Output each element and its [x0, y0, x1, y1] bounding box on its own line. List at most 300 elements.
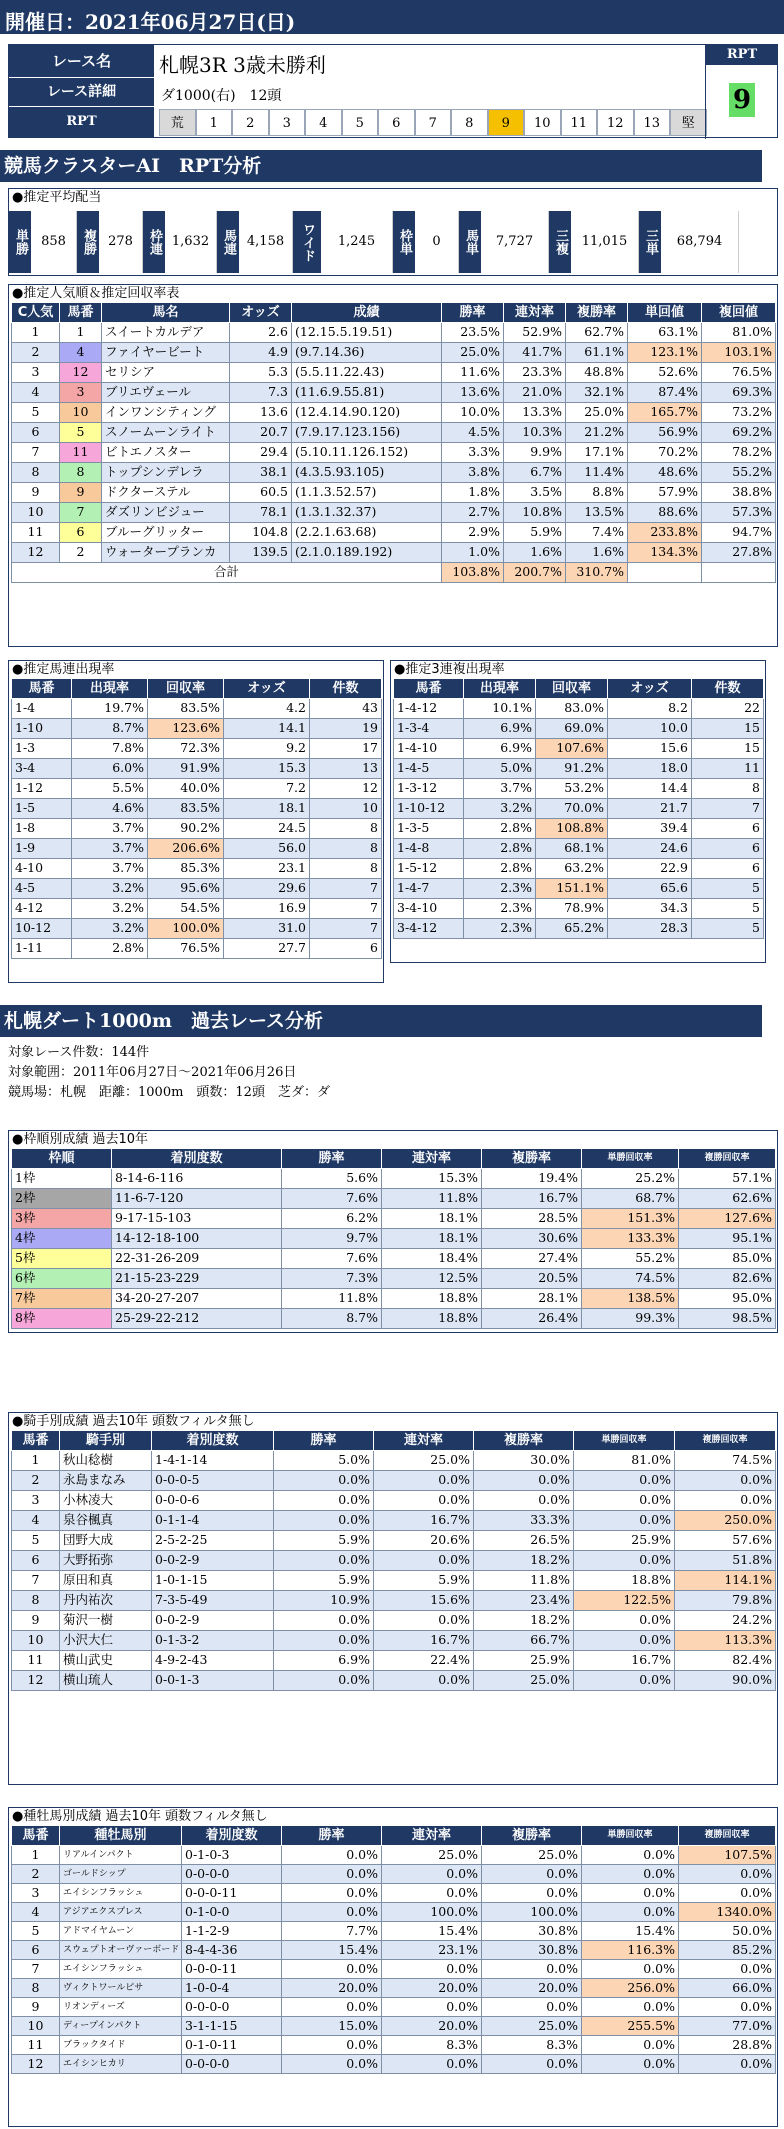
table-cell: 0.0% — [679, 2055, 776, 2074]
table-cell: リアルインパクト — [60, 1846, 182, 1865]
table-cell: 8枠 — [12, 1309, 112, 1329]
table-cell: 12 — [60, 363, 102, 383]
column-header: オッズ — [608, 679, 692, 699]
table-cell: 2.8% — [72, 939, 148, 959]
column-header: 回収率 — [148, 679, 224, 699]
table-cell: 丹内祐次 — [60, 1591, 152, 1611]
table-row — [394, 739, 764, 759]
table-cell: 1-4-10 — [394, 739, 464, 759]
table-row — [12, 859, 382, 879]
table-cell: 8.8% — [566, 483, 628, 503]
payout-label: 複勝 — [77, 211, 99, 273]
table-cell: 27.4% — [482, 1249, 582, 1269]
table-cell: 14.4 — [608, 779, 692, 799]
table-row — [12, 1491, 776, 1511]
sanrenpuku-table — [393, 678, 764, 939]
table-cell: 2 — [12, 343, 60, 363]
table-cell: 0.0% — [274, 1671, 374, 1691]
table-cell: 0.0% — [282, 1846, 382, 1865]
table-cell: 6.9% — [464, 719, 536, 739]
waku-table — [11, 1148, 776, 1329]
table-cell: 66.0% — [679, 1979, 776, 1998]
table-row — [12, 503, 776, 523]
past-title: 札幌ダート1000m 過去レース分析 — [0, 1005, 762, 1037]
table-cell: 15.6% — [374, 1591, 474, 1611]
table-row — [12, 1189, 776, 1209]
table-cell: 78.2% — [702, 443, 776, 463]
rpt-cell: 12 — [597, 109, 634, 136]
table-cell: 8 — [60, 463, 102, 483]
header-row — [394, 679, 764, 699]
table-cell: ヴィクトワールピサ — [60, 1979, 182, 1998]
table-row — [12, 403, 776, 423]
table-cell: 79.8% — [675, 1591, 776, 1611]
table-cell: 12.5% — [382, 1269, 482, 1289]
payout-value: 1,245 — [321, 211, 393, 273]
table-cell: 4.6% — [72, 799, 148, 819]
column-header: 成績 — [292, 303, 442, 323]
table-row — [12, 1903, 776, 1922]
table-cell: 0-1-0-0 — [182, 1903, 282, 1922]
table-cell: 94.7% — [702, 523, 776, 543]
table-cell: 50.0% — [679, 1922, 776, 1941]
payout-row — [9, 211, 777, 273]
table-cell: 41.7% — [504, 343, 566, 363]
column-header: 複勝率 — [482, 1826, 582, 1846]
payout-value: 4,158 — [239, 211, 293, 273]
table-cell: 100.0% — [382, 1903, 482, 1922]
table-row — [12, 1531, 776, 1551]
payout-label: 単勝 — [9, 211, 31, 273]
table-cell: 2.3% — [464, 899, 536, 919]
table-cell: 1 — [60, 323, 102, 343]
table-cell: 0.0% — [282, 1865, 382, 1884]
table-cell: 26.4% — [482, 1309, 582, 1329]
payout-value: 1,632 — [165, 211, 217, 273]
table-row — [12, 2055, 776, 2074]
table-cell: 91.2% — [536, 759, 608, 779]
table-cell: 90.0% — [675, 1671, 776, 1691]
table-cell: 23.4% — [474, 1591, 574, 1611]
sanrenpuku-box — [390, 660, 766, 963]
table-cell: 1-3-5 — [394, 819, 464, 839]
table-cell: 100.0% — [148, 919, 224, 939]
table-cell: 0.0% — [679, 1884, 776, 1903]
rpt-cell: 10 — [524, 109, 561, 136]
column-header: 騎手別 — [60, 1431, 152, 1451]
table-row — [12, 1471, 776, 1491]
table-cell: 30.8% — [482, 1922, 582, 1941]
table-cell: 22-31-26-209 — [112, 1249, 282, 1269]
table-cell: 69.2% — [702, 423, 776, 443]
table-cell: 63.1% — [628, 323, 702, 343]
table-cell: 0-0-0-11 — [182, 1884, 282, 1903]
table-cell: 28.3 — [608, 919, 692, 939]
table-cell: 原田和真 — [60, 1571, 152, 1591]
table-cell: 134.3% — [628, 543, 702, 563]
table-cell: 8.7% — [72, 719, 148, 739]
table-cell: 0-1-0-11 — [182, 2036, 282, 2055]
umaren-table — [11, 678, 382, 959]
table-cell: 10.3% — [504, 423, 566, 443]
table-cell: (1.3.1.32.37) — [292, 503, 442, 523]
table-cell: 3 — [12, 1884, 60, 1903]
table-cell: 13.6 — [230, 403, 292, 423]
table-cell: 9.7% — [282, 1229, 382, 1249]
table-cell: 1-0-1-15 — [152, 1571, 274, 1591]
table-cell: 0.0% — [382, 2055, 482, 2074]
table-row — [12, 1611, 776, 1631]
table-cell: 4.9 — [230, 343, 292, 363]
table-cell: 0-0-0-0 — [182, 1998, 282, 2017]
table-row — [12, 1551, 776, 1571]
table-cell: 32.1% — [566, 383, 628, 403]
table-cell: 0.0% — [482, 1998, 582, 2017]
column-header: 勝率 — [274, 1431, 374, 1451]
table-cell: 2.3% — [464, 919, 536, 939]
column-header: 複勝回収率 — [679, 1826, 776, 1846]
table-cell: 3-1-1-15 — [182, 2017, 282, 2036]
table-cell: 91.9% — [148, 759, 224, 779]
table-cell: 1-4-1-14 — [152, 1451, 274, 1471]
table-cell: アドマイヤムーン — [60, 1922, 182, 1941]
table-cell: 82.6% — [679, 1269, 776, 1289]
table-cell: ブラックタイド — [60, 2036, 182, 2055]
table-cell: 138.5% — [582, 1289, 679, 1309]
column-header: 回収率 — [536, 679, 608, 699]
table-cell: 9 — [12, 1611, 60, 1631]
table-cell: 8 — [12, 1591, 60, 1611]
table-cell: 0.0% — [282, 1884, 382, 1903]
table-cell: 107.5% — [679, 1846, 776, 1865]
date-title: 開催日：2021年06月27日(日) — [5, 10, 296, 34]
table-cell: 83.5% — [148, 799, 224, 819]
table-cell: 25.9% — [574, 1531, 675, 1551]
table-cell: 8-14-6-116 — [112, 1169, 282, 1189]
table-cell: 8 — [692, 779, 764, 799]
table-cell: 9.9% — [504, 443, 566, 463]
table-cell: 7 — [310, 879, 382, 899]
table-cell: 85.3% — [148, 859, 224, 879]
table-cell: 103.1% — [702, 343, 776, 363]
table-row — [12, 1979, 776, 1998]
table-cell: ウォータープランカ — [102, 543, 230, 563]
table-cell: 0.0% — [282, 2055, 382, 2074]
table-cell: 16.9 — [224, 899, 310, 919]
table-cell: 76.5% — [702, 363, 776, 383]
table-cell: 5 — [12, 1531, 60, 1551]
table-cell: 6 — [310, 939, 382, 959]
table-cell: 38.8% — [702, 483, 776, 503]
table-cell: 横山琉人 — [60, 1671, 152, 1691]
table-cell: 4 — [12, 1903, 60, 1922]
table-row — [12, 1846, 776, 1865]
table-cell: 2枠 — [12, 1189, 112, 1209]
payout-value: 11,015 — [571, 211, 639, 273]
table-row — [12, 1249, 776, 1269]
payout-value: 858 — [31, 211, 77, 273]
table-row — [12, 383, 776, 403]
table-cell: 10.0 — [608, 719, 692, 739]
table-cell: (4.3.5.93.105) — [292, 463, 442, 483]
table-row — [12, 463, 776, 483]
table-cell: 123.1% — [628, 343, 702, 363]
table-cell: 25.2% — [582, 1169, 679, 1189]
table-cell: 88.6% — [628, 503, 702, 523]
payout-value: 68,794 — [661, 211, 739, 273]
table-cell: 小林凌大 — [60, 1491, 152, 1511]
table-cell: 永島まなみ — [60, 1471, 152, 1491]
table-cell: 7.8% — [72, 739, 148, 759]
table-cell: (12.4.14.90.120) — [292, 403, 442, 423]
table-cell: 30.6% — [482, 1229, 582, 1249]
table-cell: 66.7% — [474, 1631, 574, 1651]
table-cell: 11 — [60, 443, 102, 463]
payout-label: ワイド — [293, 211, 321, 273]
table-cell: 40.0% — [148, 779, 224, 799]
table-cell: 113.3% — [675, 1631, 776, 1651]
table-cell: 165.7% — [628, 403, 702, 423]
table-cell: 5.5% — [72, 779, 148, 799]
table-cell: 7.3 — [230, 383, 292, 403]
table-cell: 15.4% — [282, 1941, 382, 1960]
table-cell: 0.0% — [274, 1511, 374, 1531]
table-cell: (11.6.9.55.81) — [292, 383, 442, 403]
table-cell: 1-3 — [12, 739, 72, 759]
rpt-cell: 6 — [378, 109, 415, 136]
table-cell: エイシンフラッシュ — [60, 1884, 182, 1903]
table-cell: 18.8% — [574, 1571, 675, 1591]
table-cell: 4 — [12, 383, 60, 403]
table-cell: 85.2% — [679, 1941, 776, 1960]
payout-label: 枠連 — [143, 211, 165, 273]
table-cell: 0.0% — [274, 1471, 374, 1491]
table-cell: 3.3% — [442, 443, 504, 463]
table-row — [12, 719, 382, 739]
table-cell: 1.6% — [566, 543, 628, 563]
race-name-label: レース名 — [9, 45, 154, 77]
table-cell: 16.7% — [482, 1189, 582, 1209]
table-cell: 7.4% — [566, 523, 628, 543]
table-cell: 81.0% — [702, 323, 776, 343]
table-cell: 27.8% — [702, 543, 776, 563]
table-cell: 4-9-2-43 — [152, 1651, 274, 1671]
totals-cell: 200.7% — [504, 563, 566, 583]
table-cell: 0.0% — [474, 1491, 574, 1511]
table-cell: 3.5% — [504, 483, 566, 503]
table-cell: 7 — [692, 799, 764, 819]
table-cell: 16.7% — [574, 1651, 675, 1671]
table-cell: アジアエクスプレス — [60, 1903, 182, 1922]
table-cell: 16.7% — [374, 1631, 474, 1651]
table-row — [12, 1169, 776, 1189]
table-cell: 1340.0% — [679, 1903, 776, 1922]
table-cell: 30.8% — [482, 1941, 582, 1960]
table-cell: 48.8% — [566, 363, 628, 383]
table-cell: 25.0% — [374, 1451, 474, 1471]
table-cell: 5 — [12, 1922, 60, 1941]
table-cell: 5.9% — [374, 1571, 474, 1591]
table-row — [12, 523, 776, 543]
table-cell: 2.9% — [442, 523, 504, 543]
table-cell: 83.5% — [148, 699, 224, 719]
table-cell: 20.0% — [482, 1979, 582, 1998]
popularity-title: ●推定人気順＆推定回収率表 — [12, 286, 180, 301]
table-cell: 7.6% — [282, 1189, 382, 1209]
sanrenpuku-title: ●推定3連複出現率 — [394, 662, 505, 677]
table-cell: 57.3% — [702, 503, 776, 523]
table-cell: 10 — [12, 1631, 60, 1651]
table-cell: 15.3 — [224, 759, 310, 779]
table-cell: 95.1% — [679, 1229, 776, 1249]
table-cell: 68.1% — [536, 839, 608, 859]
table-cell: 18.8% — [382, 1309, 482, 1329]
column-header: 連対率 — [504, 303, 566, 323]
table-cell: 52.9% — [504, 323, 566, 343]
table-cell: 11.6% — [442, 363, 504, 383]
table-cell: セリシア — [102, 363, 230, 383]
table-cell: 8.7% — [282, 1309, 382, 1329]
table-cell: 19.4% — [482, 1169, 582, 1189]
table-cell: 0-0-1-3 — [152, 1671, 274, 1691]
table-cell: 1-11 — [12, 939, 72, 959]
table-cell: 6.9% — [464, 739, 536, 759]
rpt-cell: 荒 — [159, 109, 196, 136]
table-cell: 15.4% — [582, 1922, 679, 1941]
table-cell: 3.7% — [464, 779, 536, 799]
table-cell: (1.1.3.52.57) — [292, 483, 442, 503]
table-cell: 23.1% — [382, 1941, 482, 1960]
table-cell: 25.0% — [482, 1846, 582, 1865]
table-cell: 250.0% — [675, 1511, 776, 1531]
table-cell: 151.1% — [536, 879, 608, 899]
table-cell: 1枠 — [12, 1169, 112, 1189]
table-cell: 0.0% — [282, 1998, 382, 2017]
table-cell: 7 — [12, 1571, 60, 1591]
table-cell: エイシンフラッシュ — [60, 1960, 182, 1979]
table-cell: 5 — [692, 879, 764, 899]
table-cell: 14-12-18-100 — [112, 1229, 282, 1249]
table-cell: 15.4% — [382, 1922, 482, 1941]
table-cell: 139.5 — [230, 543, 292, 563]
table-cell: 11 — [12, 2036, 60, 2055]
table-cell: 5.0% — [274, 1451, 374, 1471]
table-cell: 57.9% — [628, 483, 702, 503]
column-header: 複勝回収率 — [675, 1431, 776, 1451]
table-cell: 0.0% — [282, 2036, 382, 2055]
table-cell: 2 — [60, 543, 102, 563]
table-cell: 0.0% — [582, 2055, 679, 2074]
table-cell: 2.7% — [442, 503, 504, 523]
table-cell: 38.1 — [230, 463, 292, 483]
table-cell: 10 — [60, 403, 102, 423]
table-cell: 21-15-23-229 — [112, 1269, 282, 1289]
table-cell: 11.8% — [282, 1289, 382, 1309]
table-cell: 23.3% — [504, 363, 566, 383]
table-cell: 18.4% — [382, 1249, 482, 1269]
table-cell: 5.9% — [274, 1571, 374, 1591]
table-cell: 1-5-12 — [394, 859, 464, 879]
table-row — [12, 699, 382, 719]
table-cell: 0.0% — [274, 1611, 374, 1631]
table-cell: 1-4-5 — [394, 759, 464, 779]
table-cell: 10.1% — [464, 699, 536, 719]
table-row — [12, 839, 382, 859]
table-cell: 8 — [12, 463, 60, 483]
table-cell: 秋山稔樹 — [60, 1451, 152, 1471]
table-row — [12, 919, 382, 939]
column-header: 件数 — [692, 679, 764, 699]
table-cell: 55.2% — [582, 1249, 679, 1269]
table-row — [394, 799, 764, 819]
table-cell: 4.2 — [224, 699, 310, 719]
table-cell: 団野大成 — [60, 1531, 152, 1551]
table-cell: 7.7% — [282, 1922, 382, 1941]
table-cell: 31.0 — [224, 919, 310, 939]
table-cell: 0.0% — [679, 1865, 776, 1884]
table-cell: 0.0% — [574, 1611, 675, 1631]
table-cell: 3.7% — [72, 819, 148, 839]
table-cell: 0-0-2-9 — [152, 1551, 274, 1571]
table-row — [394, 919, 764, 939]
payout-label: 三単 — [639, 211, 661, 273]
table-cell: (5.5.11.22.43) — [292, 363, 442, 383]
table-cell: 74.5% — [675, 1451, 776, 1471]
table-cell: 57.6% — [675, 1531, 776, 1551]
header-row — [12, 679, 382, 699]
table-cell: 65.2% — [536, 919, 608, 939]
table-row — [394, 879, 764, 899]
table-cell: 1 — [12, 323, 60, 343]
table-cell: 6 — [692, 819, 764, 839]
race-info-grid — [8, 44, 778, 138]
umaren-title: ●推定馬連出現率 — [12, 662, 115, 677]
waku-box — [8, 1130, 778, 1333]
column-header: 馬名 — [102, 303, 230, 323]
table-cell: 57.1% — [679, 1169, 776, 1189]
column-header: 件数 — [310, 679, 382, 699]
table-cell: 10 — [12, 503, 60, 523]
table-cell: 65.6 — [608, 879, 692, 899]
table-cell: 206.6% — [148, 839, 224, 859]
table-cell: (2.1.0.189.192) — [292, 543, 442, 563]
table-cell: 6 — [692, 839, 764, 859]
column-header: 枠順 — [12, 1149, 112, 1169]
table-cell: 9 — [60, 483, 102, 503]
table-cell: 0.0% — [374, 1551, 474, 1571]
table-row — [394, 839, 764, 859]
table-cell: 6 — [60, 523, 102, 543]
table-cell: (12.15.5.19.51) — [292, 323, 442, 343]
table-cell: 17.1% — [566, 443, 628, 463]
table-cell: 0.0% — [582, 2036, 679, 2055]
table-cell: 0.0% — [582, 1998, 679, 2017]
table-cell: 7 — [12, 443, 60, 463]
table-cell: 8.3% — [382, 2036, 482, 2055]
table-cell: 10 — [310, 799, 382, 819]
rpt-cell: 3 — [269, 109, 306, 136]
table-cell: 1-4-8 — [394, 839, 464, 859]
table-cell: 10.8% — [504, 503, 566, 523]
table-cell: 0.0% — [274, 1491, 374, 1511]
table-cell: 95.6% — [148, 879, 224, 899]
table-cell: 0.0% — [482, 1884, 582, 1903]
column-header: 単勝回収率 — [574, 1431, 675, 1451]
table-cell: インワンシティング — [102, 403, 230, 423]
table-cell: 0.0% — [374, 1671, 474, 1691]
table-cell: 77.0% — [679, 2017, 776, 2036]
table-cell: 15.6 — [608, 739, 692, 759]
